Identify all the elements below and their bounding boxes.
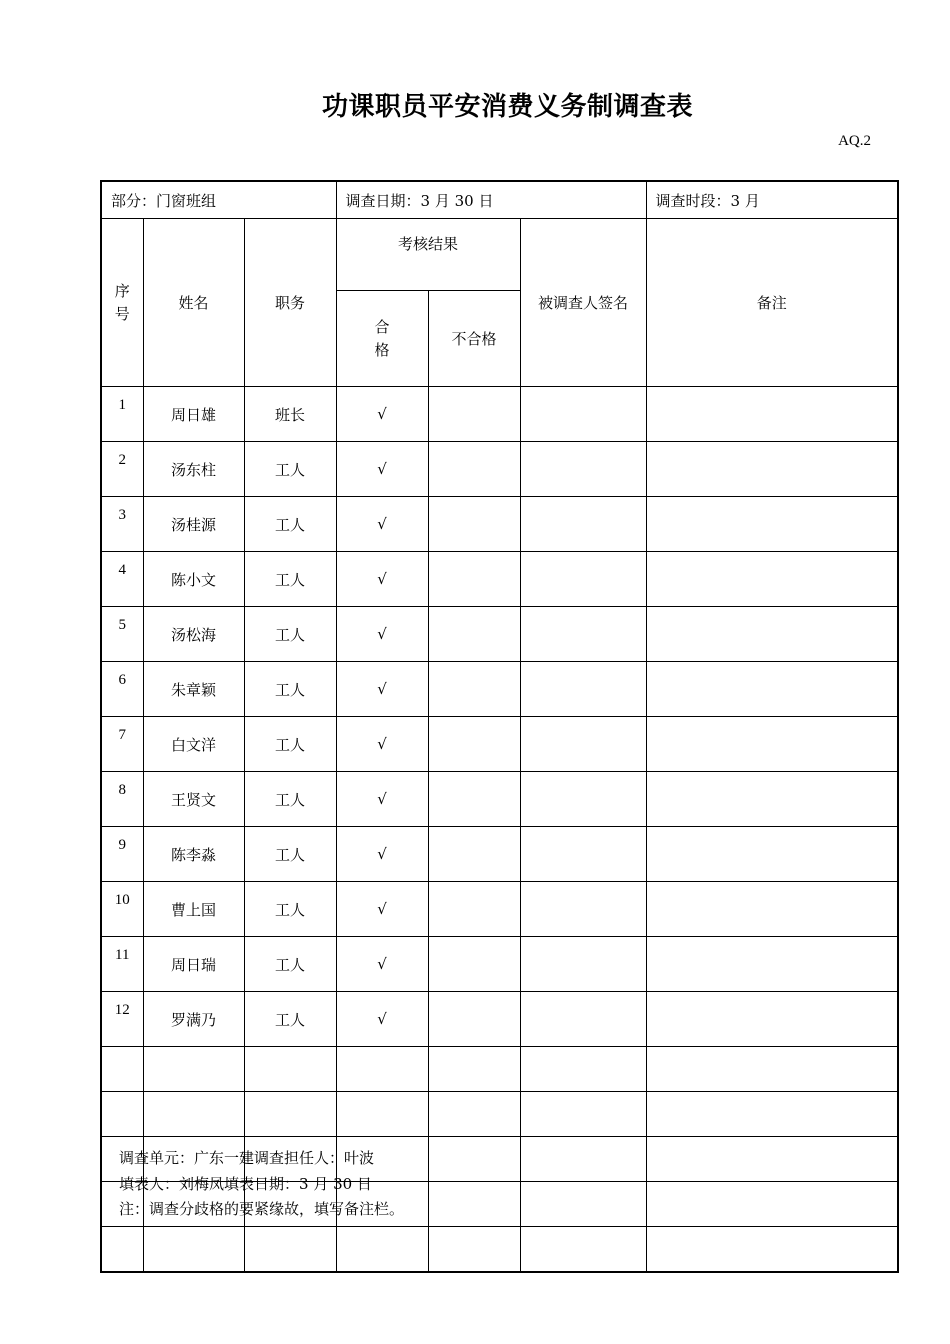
header-seq-label: 序号 <box>114 282 130 323</box>
row-fail-mark <box>428 387 520 442</box>
table-row <box>101 552 898 607</box>
row-fail-mark <box>428 772 520 827</box>
empty-cell <box>646 1092 898 1137</box>
row-name: 汤松海 <box>143 607 244 662</box>
row-remarks <box>646 662 898 717</box>
row-pass-mark: √ <box>336 937 428 992</box>
footer-line-survey-unit: 调查单元：广东一建调查担任人：叶波 <box>119 1149 375 1167</box>
header-pass <box>336 291 428 387</box>
row-number: 9 <box>101 827 143 882</box>
row-position: 工人 <box>244 937 336 992</box>
row-position: 工人 <box>244 827 336 882</box>
row-pass-mark: √ <box>336 882 428 937</box>
row-position: 工人 <box>244 717 336 772</box>
row-pass-mark: √ <box>336 607 428 662</box>
row-number: 11 <box>101 937 143 992</box>
empty-cell <box>428 1047 520 1092</box>
row-signature <box>520 882 646 937</box>
row-fail-mark <box>428 882 520 937</box>
header-seq <box>101 219 143 387</box>
table-row <box>101 497 898 552</box>
row-pass-mark: √ <box>336 662 428 717</box>
row-signature <box>520 442 646 497</box>
row-fail-mark <box>428 607 520 662</box>
empty-cell <box>244 1227 336 1273</box>
row-fail-mark <box>428 552 520 607</box>
empty-cell <box>646 1182 898 1227</box>
row-signature <box>520 937 646 992</box>
row-fail-mark <box>428 442 520 497</box>
row-name: 汤桂源 <box>143 497 244 552</box>
empty-cell <box>520 1227 646 1273</box>
row-number: 1 <box>101 387 143 442</box>
row-number: 12 <box>101 992 143 1047</box>
empty-cell <box>520 1047 646 1092</box>
row-pass-mark: √ <box>336 387 428 442</box>
department-cell: 部分：门窗班组 <box>101 181 336 219</box>
row-name: 汤东柱 <box>143 442 244 497</box>
row-number: 5 <box>101 607 143 662</box>
table-row <box>101 662 898 717</box>
row-remarks <box>646 772 898 827</box>
empty-cell <box>520 1092 646 1137</box>
empty-cell <box>244 1047 336 1092</box>
row-signature <box>520 827 646 882</box>
page-title: 功课职员平安消费义务制调查表 <box>321 92 693 122</box>
row-pass-mark: √ <box>336 772 428 827</box>
empty-cell <box>520 1137 646 1182</box>
row-position: 工人 <box>244 882 336 937</box>
row-pass-mark: √ <box>336 827 428 882</box>
header-remarks: 备注 <box>646 219 898 387</box>
header-name: 姓名 <box>143 219 244 387</box>
row-position: 工人 <box>244 497 336 552</box>
row-number: 10 <box>101 882 143 937</box>
header-signature: 被调查人签名 <box>520 219 646 387</box>
row-remarks <box>646 497 898 552</box>
empty-cell <box>520 1182 646 1227</box>
row-name: 陈李淼 <box>143 827 244 882</box>
row-name: 罗满乃 <box>143 992 244 1047</box>
row-pass-mark: √ <box>336 552 428 607</box>
row-position: 工人 <box>244 552 336 607</box>
table-row <box>101 772 898 827</box>
row-position: 工人 <box>244 662 336 717</box>
empty-row <box>101 1227 898 1273</box>
row-pass-mark: √ <box>336 442 428 497</box>
row-number: 7 <box>101 717 143 772</box>
empty-cell <box>101 1047 143 1092</box>
row-pass-mark: √ <box>336 992 428 1047</box>
form-code: AQ.2 <box>838 133 871 149</box>
row-signature <box>520 662 646 717</box>
row-name: 白文洋 <box>143 717 244 772</box>
row-position: 工人 <box>244 992 336 1047</box>
row-position: 工人 <box>244 772 336 827</box>
row-signature <box>520 772 646 827</box>
row-remarks <box>646 827 898 882</box>
row-remarks <box>646 552 898 607</box>
header-row-1 <box>101 219 898 291</box>
empty-cell <box>646 1047 898 1092</box>
row-remarks <box>646 607 898 662</box>
empty-cell <box>143 1227 244 1273</box>
row-remarks <box>646 387 898 442</box>
row-number: 2 <box>101 442 143 497</box>
row-position: 工人 <box>244 607 336 662</box>
table-row <box>101 387 898 442</box>
footer-notes <box>119 1146 404 1223</box>
table-row <box>101 442 898 497</box>
row-pass-mark: √ <box>336 497 428 552</box>
empty-cell <box>336 1047 428 1092</box>
row-signature <box>520 717 646 772</box>
row-number: 4 <box>101 552 143 607</box>
empty-cell <box>428 1182 520 1227</box>
row-fail-mark <box>428 827 520 882</box>
empty-cell <box>336 1227 428 1273</box>
survey-table <box>100 180 899 1273</box>
row-name: 曹上国 <box>143 882 244 937</box>
header-fail: 不合格 <box>428 291 520 387</box>
row-signature <box>520 552 646 607</box>
row-remarks <box>646 442 898 497</box>
empty-cell <box>244 1092 336 1137</box>
row-signature <box>520 387 646 442</box>
table-row <box>101 882 898 937</box>
row-number: 6 <box>101 662 143 717</box>
table-row <box>101 937 898 992</box>
row-name: 陈小文 <box>143 552 244 607</box>
row-fail-mark <box>428 497 520 552</box>
row-remarks <box>646 937 898 992</box>
row-signature <box>520 497 646 552</box>
table-row <box>101 827 898 882</box>
table-row <box>101 717 898 772</box>
row-fail-mark <box>428 717 520 772</box>
survey-period-cell: 调查时段：3 月 <box>646 181 898 219</box>
row-number: 3 <box>101 497 143 552</box>
empty-cell <box>101 1092 143 1137</box>
row-number: 8 <box>101 772 143 827</box>
empty-cell <box>428 1227 520 1273</box>
row-pass-mark: √ <box>336 717 428 772</box>
row-signature <box>520 607 646 662</box>
row-name: 周日雄 <box>143 387 244 442</box>
empty-cell <box>428 1092 520 1137</box>
row-name: 周日瑞 <box>143 937 244 992</box>
header-result-group: 考核结果 <box>336 219 520 291</box>
row-name: 王贤文 <box>143 772 244 827</box>
empty-cell <box>143 1092 244 1137</box>
footer-line-note: 注：调查分歧格的要紧缘故，填写备注栏。 <box>119 1200 405 1218</box>
empty-cell <box>646 1137 898 1182</box>
row-fail-mark <box>428 937 520 992</box>
row-fail-mark <box>428 662 520 717</box>
row-signature <box>520 992 646 1047</box>
row-name: 朱章颖 <box>143 662 244 717</box>
table-row <box>101 992 898 1047</box>
header-pass-label: 合格 <box>374 318 390 359</box>
empty-cell <box>101 1227 143 1273</box>
footer-line-filler: 填表人：刘梅凤填表日期：3 月 30 日 <box>119 1174 372 1193</box>
empty-row <box>101 1092 898 1137</box>
survey-date-cell: 调查日期：3 月 30 日 <box>336 181 646 219</box>
row-remarks <box>646 882 898 937</box>
row-remarks <box>646 717 898 772</box>
row-fail-mark <box>428 992 520 1047</box>
row-position: 班长 <box>244 387 336 442</box>
empty-row <box>101 1047 898 1092</box>
row-position: 工人 <box>244 442 336 497</box>
empty-cell <box>143 1047 244 1092</box>
empty-cell <box>646 1227 898 1273</box>
table-row <box>101 607 898 662</box>
info-row <box>101 181 898 219</box>
row-remarks <box>646 992 898 1047</box>
header-position: 职务 <box>244 219 336 387</box>
empty-cell <box>336 1092 428 1137</box>
empty-cell <box>428 1137 520 1182</box>
